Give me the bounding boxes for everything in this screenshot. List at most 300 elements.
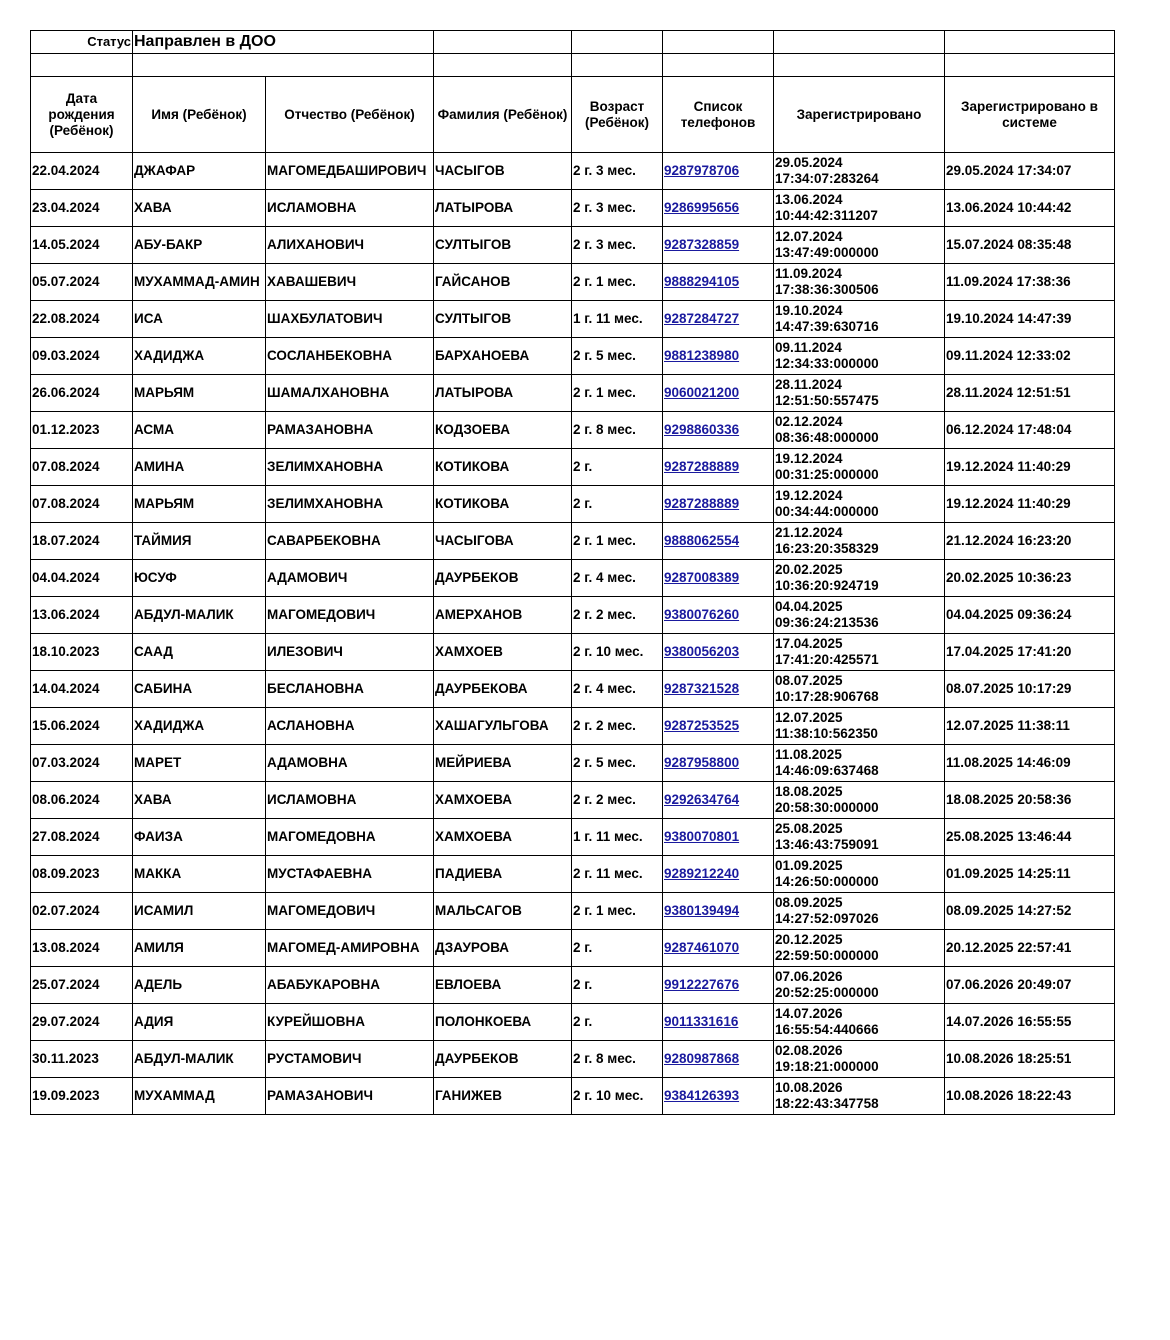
dob-cell: 29.07.2024 — [31, 1004, 133, 1041]
phone-cell — [663, 930, 774, 967]
first-name-cell: ХАВА — [133, 190, 266, 227]
phone-cell — [663, 967, 774, 1004]
registered-cell — [774, 930, 945, 967]
table-row — [31, 153, 1115, 190]
phone-link[interactable]: 9287958800 — [664, 755, 740, 770]
dob-cell: 14.04.2024 — [31, 671, 133, 708]
table-row — [31, 634, 1115, 671]
age-cell: 2 г. — [572, 1004, 663, 1041]
registered-in-system-cell: 07.06.2026 20:49:07 — [945, 967, 1115, 1004]
dob-cell: 09.03.2024 — [31, 338, 133, 375]
table-row — [31, 375, 1115, 412]
empty-cell — [774, 31, 945, 54]
registered-cell — [774, 708, 945, 745]
registered-in-system-cell: 21.12.2024 16:23:20 — [945, 523, 1115, 560]
phone-link[interactable]: 9289212240 — [664, 866, 740, 881]
phone-link[interactable]: 9287328859 — [664, 237, 740, 252]
registered-cell — [774, 449, 945, 486]
registered-in-system-cell: 11.08.2025 14:46:09 — [945, 745, 1115, 782]
first-name-cell: МАРЕТ — [133, 745, 266, 782]
registered-cell — [774, 264, 945, 301]
last-name-cell: ЧАСЫГОВ — [434, 153, 572, 190]
registered-date: 21.12.2024 — [775, 525, 843, 540]
age-cell: 2 г. — [572, 930, 663, 967]
empty-cell — [945, 54, 1115, 77]
registered-date: 10.08.2026 — [775, 1080, 843, 1095]
last-name-cell: ДЗАУРОВА — [434, 930, 572, 967]
table-row — [31, 412, 1115, 449]
first-name-cell: АБДУЛ-МАЛИК — [133, 1041, 266, 1078]
age-cell: 2 г. 3 мес. — [572, 153, 663, 190]
registered-cell — [774, 338, 945, 375]
status-label-cell — [31, 31, 133, 54]
age-cell: 2 г. — [572, 967, 663, 1004]
phone-link[interactable]: 9380070801 — [664, 829, 740, 844]
registered-cell — [774, 227, 945, 264]
registered-in-system-cell: 20.02.2025 10:36:23 — [945, 560, 1115, 597]
registered-time: 17:41:20:425571 — [775, 652, 879, 667]
registered-time: 17:34:07:283264 — [775, 171, 879, 186]
last-name-cell: МАЛЬСАГОВ — [434, 893, 572, 930]
age-cell: 2 г. 10 мес. — [572, 1078, 663, 1115]
age-cell: 2 г. 11 мес. — [572, 856, 663, 893]
dob-cell: 18.10.2023 — [31, 634, 133, 671]
patronymic-cell: АЛИХАНОВИЧ — [266, 227, 434, 264]
status-value-cell — [133, 31, 434, 54]
last-name-cell: ХАМХОЕВА — [434, 782, 572, 819]
dob-cell: 05.07.2024 — [31, 264, 133, 301]
registered-time: 10:17:28:906768 — [775, 689, 879, 704]
registered-date: 11.08.2025 — [775, 747, 842, 762]
registered-in-system-cell: 11.09.2024 17:38:36 — [945, 264, 1115, 301]
table-row — [31, 930, 1115, 967]
dob-cell: 04.04.2024 — [31, 560, 133, 597]
registered-time: 14:26:50:000000 — [775, 874, 879, 889]
registered-time: 12:51:50:557475 — [775, 393, 879, 408]
dob-cell: 27.08.2024 — [31, 819, 133, 856]
registered-date: 20.12.2025 — [775, 932, 843, 947]
empty-cell — [945, 31, 1115, 54]
phone-link[interactable]: 9287253525 — [664, 718, 740, 733]
last-name-cell: КОТИКОВА — [434, 486, 572, 523]
first-name-cell: МАРЬЯМ — [133, 486, 266, 523]
registered-cell — [774, 412, 945, 449]
dob-cell: 26.06.2024 — [31, 375, 133, 412]
table-row — [31, 893, 1115, 930]
registered-cell — [774, 190, 945, 227]
registered-date: 04.04.2025 — [775, 599, 843, 614]
registered-in-system-cell: 19.12.2024 11:40:29 — [945, 486, 1115, 523]
patronymic-cell: ИЛЕЗОВИЧ — [266, 634, 434, 671]
last-name-cell: ДАУРБЕКОВ — [434, 1041, 572, 1078]
last-name-cell: СУЛТЫГОВ — [434, 301, 572, 338]
dob-cell: 01.12.2023 — [31, 412, 133, 449]
registered-time: 09:36:24:213536 — [775, 615, 879, 630]
registered-in-system-cell: 10.08.2026 18:22:43 — [945, 1078, 1115, 1115]
registered-in-system-cell: 29.05.2024 17:34:07 — [945, 153, 1115, 190]
patronymic-cell: ШАМАЛХАНОВНА — [266, 375, 434, 412]
header-last-name: Фамилия (Ребёнок) — [434, 77, 572, 153]
registered-in-system-cell: 04.04.2025 09:36:24 — [945, 597, 1115, 634]
table-row — [31, 671, 1115, 708]
registered-in-system-cell: 14.07.2026 16:55:55 — [945, 1004, 1115, 1041]
registered-time: 12:34:33:000000 — [775, 356, 879, 371]
table-row — [31, 1004, 1115, 1041]
registered-date: 07.06.2026 — [775, 969, 843, 984]
dob-cell: 19.09.2023 — [31, 1078, 133, 1115]
last-name-cell: МЕЙРИЕВА — [434, 745, 572, 782]
registered-in-system-cell: 10.08.2026 18:25:51 — [945, 1041, 1115, 1078]
registered-time: 20:52:25:000000 — [775, 985, 879, 1000]
dob-cell: 22.04.2024 — [31, 153, 133, 190]
phone-link[interactable]: 9287008389 — [664, 570, 740, 585]
first-name-cell: МАККА — [133, 856, 266, 893]
first-name-cell: АДЕЛЬ — [133, 967, 266, 1004]
phone-link[interactable]: 9888062554 — [664, 533, 740, 548]
phone-link[interactable]: 9286995656 — [664, 200, 740, 215]
registered-time: 13:47:49:000000 — [775, 245, 879, 260]
registered-time: 11:38:10:562350 — [775, 726, 878, 741]
phone-cell — [663, 819, 774, 856]
patronymic-cell: ШАХБУЛАТОВИЧ — [266, 301, 434, 338]
header-patronymic: Отчество (Ребёнок) — [266, 77, 434, 153]
registered-cell — [774, 1041, 945, 1078]
phone-link[interactable]: 9287321528 — [664, 681, 740, 696]
empty-cell — [31, 54, 133, 77]
patronymic-cell: МАГОМЕД-АМИРОВНА — [266, 930, 434, 967]
patronymic-cell: АБАБУКАРОВНА — [266, 967, 434, 1004]
patronymic-cell: МАГОМЕДОВНА — [266, 819, 434, 856]
first-name-cell: ИСА — [133, 301, 266, 338]
header-registered: Зарегистрировано — [774, 77, 945, 153]
age-cell: 2 г. 3 мес. — [572, 227, 663, 264]
empty-cell — [133, 54, 434, 77]
registered-in-system-cell: 28.11.2024 12:51:51 — [945, 375, 1115, 412]
registered-date: 12.07.2024 — [775, 229, 843, 244]
registered-date: 25.08.2025 — [775, 821, 843, 836]
last-name-cell: ЕВЛОЕВА — [434, 967, 572, 1004]
first-name-cell: СААД — [133, 634, 266, 671]
registered-date: 20.02.2025 — [775, 562, 843, 577]
table-row — [31, 449, 1115, 486]
registered-time: 17:38:36:300506 — [775, 282, 879, 297]
registered-in-system-cell: 20.12.2025 22:57:41 — [945, 930, 1115, 967]
age-cell: 2 г. 8 мес. — [572, 1041, 663, 1078]
registered-in-system-cell: 01.09.2025 14:25:11 — [945, 856, 1115, 893]
registered-cell — [774, 671, 945, 708]
registered-time: 13:46:43:759091 — [775, 837, 879, 852]
registered-cell — [774, 745, 945, 782]
age-cell: 2 г. 5 мес. — [572, 745, 663, 782]
registered-time: 18:22:43:347758 — [775, 1096, 879, 1111]
first-name-cell: ХАДИДЖА — [133, 338, 266, 375]
status-value: Направлен в ДОО — [134, 33, 276, 50]
patronymic-cell: ЗЕЛИМХАНОВНА — [266, 449, 434, 486]
phone-cell — [663, 153, 774, 190]
first-name-cell: ЮСУФ — [133, 560, 266, 597]
last-name-cell: ХАШАГУЛЬГОВА — [434, 708, 572, 745]
patronymic-cell: МУСТАФАЕВНА — [266, 856, 434, 893]
last-name-cell: СУЛТЫГОВ — [434, 227, 572, 264]
first-name-cell: АМИНА — [133, 449, 266, 486]
registered-date: 29.05.2024 — [775, 155, 843, 170]
first-name-cell: АМИЛЯ — [133, 930, 266, 967]
phone-link[interactable]: 9287288889 — [664, 459, 740, 474]
age-cell: 2 г. 1 мес. — [572, 264, 663, 301]
patronymic-cell: РАМАЗАНОВНА — [266, 412, 434, 449]
patronymic-cell: МАГОМЕДОВИЧ — [266, 597, 434, 634]
registered-time: 14:27:52:097026 — [775, 911, 879, 926]
patronymic-cell: РАМАЗАНОВИЧ — [266, 1078, 434, 1115]
patronymic-cell: АДАМОВИЧ — [266, 560, 434, 597]
table-row — [31, 708, 1115, 745]
first-name-cell: АБДУЛ-МАЛИК — [133, 597, 266, 634]
registered-date: 28.11.2024 — [775, 377, 842, 392]
registered-cell — [774, 893, 945, 930]
registered-cell — [774, 1004, 945, 1041]
phone-link[interactable]: 9280987868 — [664, 1051, 740, 1066]
patronymic-cell: АСЛАНОВНА — [266, 708, 434, 745]
patronymic-cell: МАГОМЕДОВИЧ — [266, 893, 434, 930]
registered-cell — [774, 1078, 945, 1115]
registered-time: 19:18:21:000000 — [775, 1059, 879, 1074]
dob-cell: 13.06.2024 — [31, 597, 133, 634]
registered-cell — [774, 967, 945, 1004]
phone-link[interactable]: 9298860336 — [664, 422, 740, 437]
registered-date: 08.07.2025 — [775, 673, 843, 688]
dob-cell: 07.08.2024 — [31, 486, 133, 523]
registered-cell — [774, 375, 945, 412]
last-name-cell: ГАНИЖЕВ — [434, 1078, 572, 1115]
registered-in-system-cell: 19.10.2024 14:47:39 — [945, 301, 1115, 338]
phone-cell — [663, 708, 774, 745]
dob-cell: 15.06.2024 — [31, 708, 133, 745]
registered-in-system-cell: 06.12.2024 17:48:04 — [945, 412, 1115, 449]
header-age: Возраст (Ребёнок) — [572, 77, 663, 153]
phone-cell — [663, 523, 774, 560]
patronymic-cell: МАГОМЕДБАШИРОВИЧ — [266, 153, 434, 190]
registered-cell — [774, 634, 945, 671]
dob-cell: 07.08.2024 — [31, 449, 133, 486]
registered-in-system-cell: 19.12.2024 11:40:29 — [945, 449, 1115, 486]
phone-link[interactable]: 9380076260 — [664, 607, 740, 622]
table-row — [31, 856, 1115, 893]
registered-cell — [774, 819, 945, 856]
patronymic-cell: САВАРБЕКОВНА — [266, 523, 434, 560]
registered-date: 18.08.2025 — [775, 784, 843, 799]
registered-cell — [774, 486, 945, 523]
phone-link[interactable]: 9881238980 — [664, 348, 740, 363]
registered-time: 08:36:48:000000 — [775, 430, 879, 445]
dob-cell: 30.11.2023 — [31, 1041, 133, 1078]
registered-date: 19.12.2024 — [775, 488, 843, 503]
dob-cell: 18.07.2024 — [31, 523, 133, 560]
registered-in-system-cell: 15.07.2024 08:35:48 — [945, 227, 1115, 264]
dob-cell: 25.07.2024 — [31, 967, 133, 1004]
last-name-cell: КОТИКОВА — [434, 449, 572, 486]
table-row — [31, 301, 1115, 338]
dob-cell: 07.03.2024 — [31, 745, 133, 782]
last-name-cell: КОДЗОЕВА — [434, 412, 572, 449]
status-label: Статус — [87, 34, 131, 49]
registered-time: 00:34:44:000000 — [775, 504, 879, 519]
registered-date: 19.10.2024 — [775, 303, 843, 318]
phone-cell — [663, 301, 774, 338]
table-row — [31, 745, 1115, 782]
phone-link[interactable]: 9060021200 — [664, 385, 740, 400]
dob-cell: 14.05.2024 — [31, 227, 133, 264]
registered-date: 09.11.2024 — [775, 340, 842, 355]
registered-in-system-cell: 18.08.2025 20:58:36 — [945, 782, 1115, 819]
registered-in-system-cell: 13.06.2024 10:44:42 — [945, 190, 1115, 227]
last-name-cell: ГАЙСАНОВ — [434, 264, 572, 301]
patronymic-cell: СОСЛАНБЕКОВНА — [266, 338, 434, 375]
phone-link[interactable]: 9287288889 — [664, 496, 740, 511]
registered-date: 01.09.2025 — [775, 858, 843, 873]
age-cell: 2 г. — [572, 449, 663, 486]
phone-link[interactable]: 9287461070 — [664, 940, 740, 955]
last-name-cell: АМЕРХАНОВ — [434, 597, 572, 634]
phone-link[interactable]: 9384126393 — [664, 1088, 740, 1103]
phone-cell — [663, 227, 774, 264]
dob-cell: 02.07.2024 — [31, 893, 133, 930]
registered-in-system-cell: 08.09.2025 14:27:52 — [945, 893, 1115, 930]
phone-cell — [663, 264, 774, 301]
table-row — [31, 190, 1115, 227]
empty-cell — [663, 31, 774, 54]
first-name-cell: МАРЬЯМ — [133, 375, 266, 412]
patronymic-cell: РУСТАМОВИЧ — [266, 1041, 434, 1078]
patronymic-cell: АДАМОВНА — [266, 745, 434, 782]
age-cell: 2 г. 8 мес. — [572, 412, 663, 449]
registered-time: 22:59:50:000000 — [775, 948, 879, 963]
table-row — [31, 782, 1115, 819]
first-name-cell: АДИЯ — [133, 1004, 266, 1041]
first-name-cell: ФАИЗА — [133, 819, 266, 856]
header-phones: Список телефонов — [663, 77, 774, 153]
registered-in-system-cell: 08.07.2025 10:17:29 — [945, 671, 1115, 708]
patronymic-cell: ИСЛАМОВНА — [266, 190, 434, 227]
status-row — [31, 31, 1115, 54]
phone-link[interactable]: 9912227676 — [664, 977, 740, 992]
phone-cell — [663, 1004, 774, 1041]
table-row — [31, 338, 1115, 375]
registered-date: 02.12.2024 — [775, 414, 843, 429]
registered-cell — [774, 153, 945, 190]
last-name-cell: БАРХАНОЕВА — [434, 338, 572, 375]
registered-date: 13.06.2024 — [775, 192, 843, 207]
phone-cell — [663, 560, 774, 597]
phone-link[interactable]: 9380056203 — [664, 644, 740, 659]
registered-in-system-cell: 25.08.2025 13:46:44 — [945, 819, 1115, 856]
phone-link[interactable]: 9888294105 — [664, 274, 740, 289]
dob-cell: 22.08.2024 — [31, 301, 133, 338]
first-name-cell: АСМА — [133, 412, 266, 449]
registered-cell — [774, 856, 945, 893]
registered-cell — [774, 523, 945, 560]
phone-link[interactable]: 9292634764 — [664, 792, 740, 807]
table-row — [31, 1078, 1115, 1115]
age-cell: 2 г. 4 мес. — [572, 560, 663, 597]
phone-cell — [663, 893, 774, 930]
first-name-cell: ХАДИДЖА — [133, 708, 266, 745]
empty-cell — [663, 54, 774, 77]
spacer-row — [31, 54, 1115, 77]
table-row — [31, 597, 1115, 634]
phone-link[interactable]: 9287978706 — [664, 163, 740, 178]
header-row — [31, 77, 1115, 153]
phone-link[interactable]: 9380139494 — [664, 903, 740, 918]
header-registered-in-system: Зарегистрировано в системе — [945, 77, 1115, 153]
last-name-cell: ДАУРБЕКОВ — [434, 560, 572, 597]
first-name-cell: МУХАММАД-АМИН — [133, 264, 266, 301]
age-cell: 1 г. 11 мес. — [572, 301, 663, 338]
empty-cell — [572, 54, 663, 77]
phone-cell — [663, 745, 774, 782]
last-name-cell: ЧАСЫГОВА — [434, 523, 572, 560]
last-name-cell: ЛАТЫРОВА — [434, 190, 572, 227]
registered-date: 02.08.2026 — [775, 1043, 843, 1058]
age-cell: 2 г. 1 мес. — [572, 523, 663, 560]
phone-link[interactable]: 9287284727 — [664, 311, 740, 326]
age-cell: 2 г. 3 мес. — [572, 190, 663, 227]
last-name-cell: ХАМХОЕВ — [434, 634, 572, 671]
phone-cell — [663, 375, 774, 412]
empty-cell — [572, 31, 663, 54]
registered-time: 00:31:25:000000 — [775, 467, 879, 482]
registered-date: 14.07.2026 — [775, 1006, 843, 1021]
registered-date: 12.07.2025 — [775, 710, 843, 725]
registered-time: 20:58:30:000000 — [775, 800, 879, 815]
registered-time: 10:36:20:924719 — [775, 578, 879, 593]
empty-cell — [434, 54, 572, 77]
dob-cell: 13.08.2024 — [31, 930, 133, 967]
phone-cell — [663, 856, 774, 893]
first-name-cell: АБУ-БАКР — [133, 227, 266, 264]
first-name-cell: ИСАМИЛ — [133, 893, 266, 930]
registry-table — [30, 30, 1115, 1115]
registered-in-system-cell: 09.11.2024 12:33:02 — [945, 338, 1115, 375]
age-cell: 2 г. 4 мес. — [572, 671, 663, 708]
phone-link[interactable]: 9011331616 — [664, 1014, 739, 1029]
table-row — [31, 967, 1115, 1004]
registered-date: 11.09.2024 — [775, 266, 842, 281]
header-dob: Дата рождения (Ребёнок) — [31, 77, 133, 153]
first-name-cell: САБИНА — [133, 671, 266, 708]
last-name-cell: ЛАТЫРОВА — [434, 375, 572, 412]
registered-time: 10:44:42:311207 — [775, 208, 878, 223]
patronymic-cell: ХАВАШЕВИЧ — [266, 264, 434, 301]
last-name-cell: ХАМХОЕВА — [434, 819, 572, 856]
age-cell: 2 г. 1 мес. — [572, 375, 663, 412]
table-row — [31, 560, 1115, 597]
table-row — [31, 1041, 1115, 1078]
phone-cell — [663, 671, 774, 708]
patronymic-cell: ЗЕЛИМХАНОВНА — [266, 486, 434, 523]
dob-cell: 23.04.2024 — [31, 190, 133, 227]
phone-cell — [663, 1078, 774, 1115]
phone-cell — [663, 190, 774, 227]
last-name-cell: ПОЛОНКОЕВА — [434, 1004, 572, 1041]
last-name-cell: ПАДИЕВА — [434, 856, 572, 893]
registered-time: 14:46:09:637468 — [775, 763, 879, 778]
age-cell: 2 г. 5 мес. — [572, 338, 663, 375]
first-name-cell: ДЖАФАР — [133, 153, 266, 190]
age-cell: 2 г. 10 мес. — [572, 634, 663, 671]
table-row — [31, 523, 1115, 560]
patronymic-cell: ИСЛАМОВНА — [266, 782, 434, 819]
patronymic-cell: БЕСЛАНОВНА — [266, 671, 434, 708]
